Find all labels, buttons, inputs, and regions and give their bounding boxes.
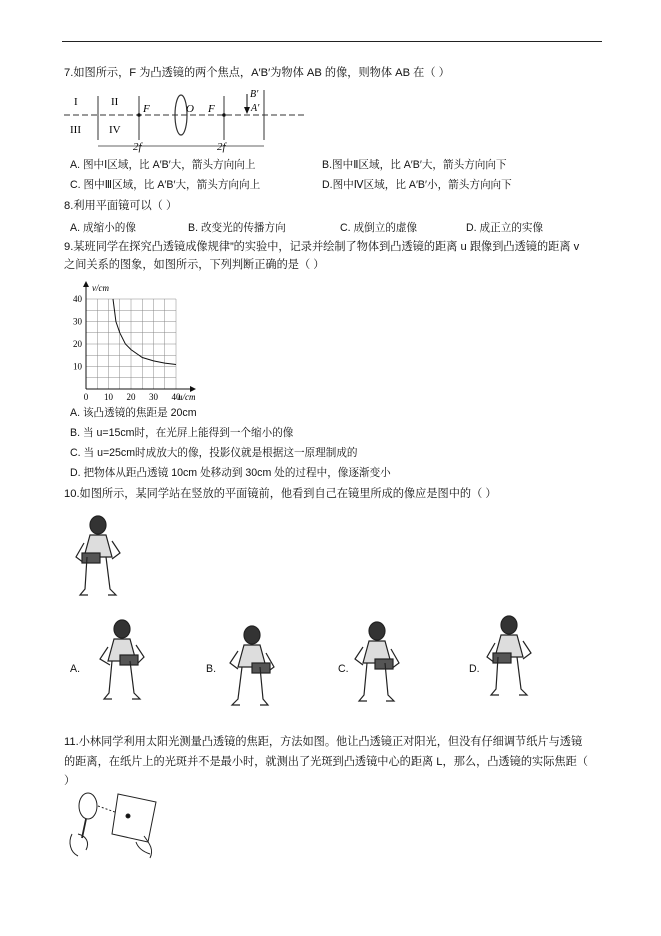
q11-stem-line1: 11.小林同学利用太阳光测量凸透镜的焦距，方法如图。他让凸透镜正对阳光，但没有仔细调节纸片与透镜	[64, 736, 583, 748]
region-II: II	[111, 96, 119, 108]
q10-option-d-label: D.	[469, 663, 480, 675]
label-2f-right: 2f	[217, 141, 226, 153]
q10-option-a-label: A.	[70, 663, 81, 675]
data-curve	[113, 299, 176, 365]
y-axis-arrow	[83, 281, 89, 287]
q10-original-figure	[72, 513, 132, 601]
x-tick-label: 40	[171, 392, 181, 402]
q8-option-c: C. 成倒立的虚像	[340, 222, 418, 234]
q9-option-c: C. 当 u=25cm时成放大的像，投影仪就是根据这一原理制成的	[70, 447, 358, 459]
q10-option-c-label: C.	[338, 663, 349, 675]
q7-option-c: C. 图中Ⅲ区域，比 A′B′大，箭头方向向上	[70, 179, 261, 191]
y-tick-label: 30	[73, 316, 82, 327]
magnifier-lens	[79, 793, 97, 819]
y-tick-label: 20	[73, 339, 82, 349]
header-rule	[62, 41, 602, 42]
focus-left-dot	[137, 113, 141, 117]
region-IV: IV	[109, 124, 121, 136]
q7-option-d: D.图中Ⅳ区域，比 A′B′小，箭头方向向下	[322, 179, 512, 191]
image-arrow-head	[244, 107, 250, 114]
q10-figure-b	[222, 623, 282, 711]
q10-figure-d	[483, 613, 543, 701]
label-o: O	[186, 103, 194, 115]
label-a-prime: A′	[251, 103, 260, 114]
region-III: III	[70, 124, 81, 136]
chart-grid	[86, 299, 176, 389]
q11-stem-line3: ）	[64, 775, 76, 787]
focus-right-dot	[222, 113, 226, 117]
q9-stem-line2: 之间关系的图象，如图所示，下列判断正确的是（ ）	[64, 259, 325, 271]
x-tick-label: 20	[126, 392, 136, 402]
q9-option-a: A. 该凸透镜的焦距是 20cm	[70, 407, 197, 419]
q10-figure-c	[349, 619, 409, 707]
q7-stem: 7.如图所示，F 为凸透镜的两个焦点，A′B′为物体 AB 的像，则物体 AB 在（ ）	[64, 67, 450, 79]
q8-option-d: D. 成正立的实像	[466, 222, 544, 234]
q8-option-b: B. 改变光的传播方向	[188, 222, 286, 234]
q11-stem-line2: 的距离，在纸片上的光斑并不是最小时，就测出了光斑到凸透镜中心的距离 L，那么，凸透镜的实际焦距（	[64, 756, 588, 768]
left-hand	[70, 834, 88, 856]
q11-focal-length-figure	[64, 790, 164, 860]
q10-stem: 10.如图所示，某同学站在竖放的平面镜前，他看到自己在镜里所成的像应是图中的（ ）	[64, 488, 497, 500]
y-tick-label: 40	[73, 294, 82, 304]
label-b-prime: B′	[250, 89, 259, 100]
y-tick-label: 10	[73, 361, 82, 372]
q8-stem: 8.利用平面镜可以（ ）	[64, 200, 178, 212]
q9-option-b: B. 当 u=15cm时，在光屏上能得到一个缩小的像	[70, 427, 294, 439]
x-tick-label: 10	[104, 392, 113, 402]
q8-option-a: A. 成缩小的像	[70, 222, 136, 234]
light-spot	[126, 814, 130, 818]
label-f-right: F	[208, 103, 215, 115]
q7-option-a: A. 图中Ⅰ区域，比 A′B′大，箭头方向向上	[70, 159, 256, 171]
q7-lens-diagram	[60, 86, 310, 158]
x-axis-label: u/cm	[178, 392, 196, 402]
y-axis-label: v/cm	[92, 283, 109, 293]
label-f-left: F	[143, 103, 150, 115]
q10-figure-a	[94, 617, 154, 705]
magnifier-handle	[82, 819, 86, 838]
label-2f-left: 2f	[133, 141, 142, 153]
q10-option-b-label: B.	[206, 663, 217, 675]
x-tick-label: 30	[149, 392, 158, 402]
x-tick-label: 0	[83, 392, 89, 402]
q7-option-b: B.图中Ⅱ区域，比 A′B′大，箭头方向向下	[322, 159, 507, 171]
v-u-chart	[66, 280, 216, 402]
q9-option-d: D. 把物体从距凸透镜 10cm 处移动到 30cm 处的过程中，像逐渐变小	[70, 467, 391, 479]
region-I: I	[74, 96, 78, 108]
paper-sheet	[112, 794, 156, 842]
q9-stem-line1: 9.某班同学在探究凸透镜成像规律”的实验中，记录并绘制了物体到凸透镜的距离 u 跟像到凸透镜的距离 v	[64, 241, 580, 253]
